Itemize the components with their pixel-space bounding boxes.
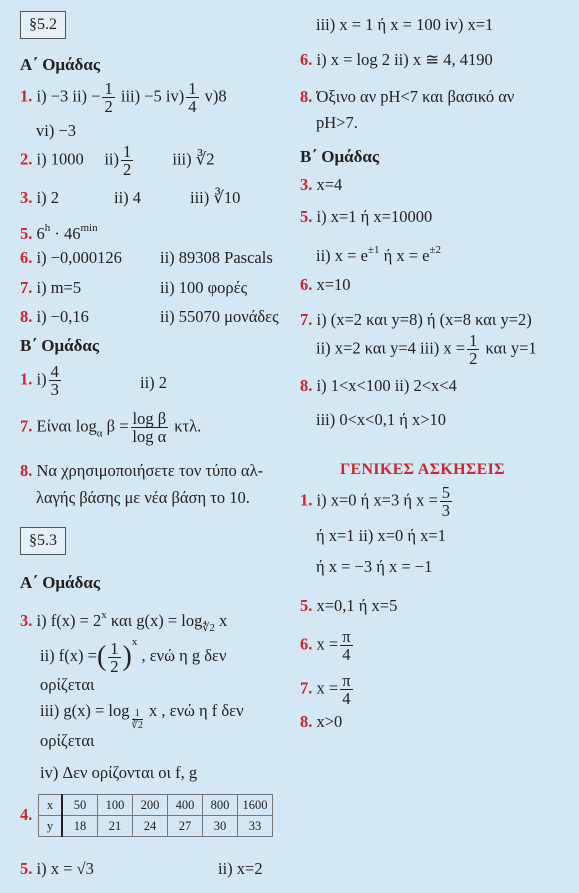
answer-text: i) −3 ii) − (36, 86, 101, 106)
exercise-number: 6. (20, 248, 33, 267)
answer-text: i) 1000 (36, 149, 84, 169)
answer-text: 6 (36, 224, 45, 243)
superscript: ±2 (429, 244, 442, 256)
exercise-8-line (20, 307, 279, 327)
r-exercise-8-line (300, 87, 514, 107)
table-cell: 24 (133, 816, 168, 837)
answer-text: x , ενώ η f δεν (144, 701, 244, 720)
exercise-1-line (20, 80, 227, 120)
c-exercise-3-ii-line-2: ορίζεται (40, 675, 95, 694)
table-cell: 100 (98, 795, 133, 816)
denominator: 2 (469, 349, 478, 368)
paren-open: ( (96, 641, 107, 673)
answer-text: i) x = log 2 ii) x ≅ 4, 4190 (316, 50, 493, 69)
answer-text: i) m=5 (36, 278, 82, 297)
denominator: 4 (188, 97, 197, 116)
rb-exercise-5-line-2 (316, 240, 441, 266)
answer-text: i) −0,000126 (36, 248, 122, 267)
numerator: 4 (50, 362, 59, 381)
numerator: 1 (123, 142, 132, 161)
fraction (340, 628, 352, 663)
answer-text: x (214, 611, 228, 630)
denominator: 4 (342, 689, 351, 708)
answer-text: v)8 (204, 86, 227, 106)
answer-text: και g(x) = log (106, 611, 203, 630)
r-exercise-6-line (300, 50, 493, 70)
rb-exercise-8-line-2: iii) 0<x<0,1 ή x>10 (316, 410, 447, 429)
c-exercise-3-iii-line-2: ορίζεται (40, 731, 95, 750)
answer-text: i) x=0 ή x=3 ή x = (316, 490, 438, 510)
c-exercise-3-ii-line (40, 632, 227, 676)
fraction (102, 80, 114, 115)
exercise-number: 1. (20, 86, 33, 106)
table-row (39, 795, 273, 816)
exercise-number: 5. (20, 224, 33, 243)
table-cell: 33 (238, 816, 273, 837)
superscript: x (101, 609, 107, 621)
exercise-number: 7. (300, 678, 313, 698)
table-header-y: y (39, 816, 63, 837)
answer-text: iii) ∛10 (190, 188, 241, 207)
answer-text: ii) 2 (140, 373, 168, 392)
rb-exercise-6-line (300, 275, 351, 295)
exercise-number: 8. (300, 712, 313, 731)
table-header-x: x (39, 795, 63, 816)
c-exercise-4-number (20, 805, 32, 825)
b-exercise-7-line (20, 410, 201, 450)
rb-exercise-3-line (300, 175, 342, 195)
table-cell: 200 (133, 795, 168, 816)
exercise-number: 5. (300, 207, 313, 226)
subscript: ∜2 (202, 622, 215, 634)
exercise-number: 5. (20, 859, 33, 878)
b-exercise-8-line-2: λαγής βάσης με νέα βάση το 10. (36, 488, 250, 507)
table-cell: 400 (168, 795, 203, 816)
table-row (39, 816, 273, 837)
exercise-number: 7. (20, 416, 33, 436)
b-exercise-8-line (20, 461, 263, 481)
answer-text: ή x = e (379, 246, 430, 265)
exercise-2-line (20, 143, 215, 178)
answer-text: x=0,1 ή x=5 (316, 596, 398, 615)
fraction (186, 80, 198, 115)
g-exercise-1-line-2: ή x=1 ii) x=0 ή x=1 (316, 526, 446, 545)
table-cell: 27 (168, 816, 203, 837)
rb-exercise-8-line (300, 376, 457, 396)
section-5-2-box: §5.2 (20, 11, 66, 39)
fraction (340, 672, 352, 707)
exercise-number: 3. (20, 611, 33, 630)
fraction (440, 484, 452, 519)
fraction (108, 640, 120, 675)
rb-exercise-7-line-2 (316, 332, 537, 372)
table-cell: 800 (203, 795, 238, 816)
answer-text: i) (36, 369, 47, 389)
general-exercises-heading: ΓΕΝΙΚΕΣ ΑΣΚΗΣΕΙΣ (340, 461, 505, 478)
superscript: ±1 (367, 244, 380, 256)
answer-text: ii) x=2 και y=4 iii) x = (316, 338, 466, 358)
answer-text: iii) g(x) = log (40, 701, 130, 720)
denominator: 2 (123, 160, 132, 179)
table-cell: 21 (98, 816, 133, 837)
answer-text: κτλ. (174, 416, 202, 436)
denominator: 3 (50, 380, 59, 399)
exercise-number: 6. (300, 50, 313, 69)
c-exercise-3-iv-line: iv) Δεν ορίζονται οι f, g (40, 763, 198, 782)
answer-text: ii) 55070 μονάδες (160, 307, 279, 326)
exercise-number: 8. (20, 307, 33, 326)
values-table (38, 794, 273, 837)
exercise-number: 1. (300, 490, 313, 510)
g-exercise-6-line (300, 628, 355, 668)
exercise-number: 3. (20, 188, 33, 207)
numerator: 1 (132, 708, 143, 720)
answer-text: ii) 4 (114, 188, 142, 207)
section-5-3-box: §5.3 (20, 527, 66, 555)
group-a2-heading: Α΄ Ομάδας (20, 573, 101, 592)
exercise-1-line-2: vi) −3 (36, 121, 77, 140)
exercise-number: 5. (300, 596, 313, 615)
answer-text: Είναι log (36, 416, 97, 436)
group-b-heading: Β΄ Ομάδας (20, 336, 100, 355)
exercise-number: 2. (20, 149, 33, 169)
denominator: 2 (110, 656, 119, 676)
exercise-number: 8. (20, 461, 33, 480)
b-exercise-1-line (20, 362, 168, 403)
exercise-number: 8. (300, 87, 313, 106)
answer-text: i) x = √3 (36, 859, 94, 878)
g-exercise-8-line (300, 712, 342, 732)
g-exercise-1-line-3: ή x = −3 ή x = −1 (316, 557, 433, 576)
exercise-7-line (20, 278, 248, 298)
group-a-heading: Α΄ Ομάδας (20, 55, 101, 74)
rb-exercise-7-line (300, 310, 532, 330)
numerator: 1 (188, 79, 197, 98)
r-exercise-8-line-2: pH>7. (316, 113, 358, 132)
exercise-5-line (20, 218, 98, 244)
answer-text: ii) x = e (316, 246, 368, 265)
fraction (121, 143, 133, 178)
exercise-number: 7. (300, 310, 313, 329)
answer-text: x=10 (316, 275, 351, 294)
answer-text: i) x=1 ή x=10000 (316, 207, 433, 226)
answer-text: Όξινο αν pH<7 και βασικό αν (316, 87, 515, 106)
superscript: x (131, 636, 138, 648)
answer-text: iii) −5 iv) (120, 86, 185, 106)
answer-text: x = (316, 634, 339, 654)
denominator: 4 (342, 645, 351, 664)
answer-text: Να χρησιμοποιήσετε τον τύπο αλ- (36, 461, 264, 480)
table-cell: 1600 (238, 795, 273, 816)
answer-text: i) (x=2 και y=8) ή (x=8 και y=2) (316, 310, 532, 329)
table-cell: 18 (62, 816, 98, 837)
answer-text: ii) x=2 (218, 859, 263, 878)
numerator: log β (132, 409, 167, 428)
fraction (131, 410, 169, 445)
exercise-number: 3. (300, 175, 313, 194)
denominator: log α (132, 427, 167, 446)
rb-exercise-5-line (300, 207, 432, 227)
c-exercise-5-line (20, 859, 263, 879)
exercise-number: 6. (300, 275, 313, 294)
exercise-number: 4. (20, 805, 33, 824)
numerator: π (342, 627, 351, 646)
answer-text: ii) 100 φορές (160, 278, 248, 297)
exercise-6-line (20, 248, 273, 268)
numerator: 1 (110, 638, 119, 658)
answer-text: ii) (104, 149, 120, 169)
answer-text: i) 2 (36, 188, 59, 207)
denominator: 3 (441, 501, 451, 520)
answer-text: ii) 89308 Pascals (160, 248, 273, 267)
answer-text: i) −0,16 (36, 307, 89, 326)
fraction (132, 708, 143, 731)
g-exercise-5-line (300, 596, 397, 616)
answer-text: x>0 (316, 712, 343, 731)
numerator: 5 (441, 483, 451, 502)
answer-text: ii) f(x) = (40, 646, 97, 665)
answer-text: i) 1<x<100 ii) 2<x<4 (316, 376, 457, 395)
answer-text: i) f(x) = 2 (36, 611, 102, 630)
exercise-number: 7. (20, 278, 33, 297)
fraction (467, 332, 479, 367)
numerator: π (342, 671, 351, 690)
r-group-b-heading: Β΄ Ομάδας (300, 147, 380, 166)
exercise-number: 1. (20, 369, 33, 389)
answer-text: β = (102, 416, 129, 436)
superscript: min (80, 222, 98, 234)
answer-text: x=4 (316, 175, 343, 194)
exercise-3-line (20, 188, 241, 208)
denominator: 2 (104, 97, 113, 116)
answer-text: · 46 (50, 224, 81, 243)
table-cell: 30 (203, 816, 238, 837)
superscript: h (44, 222, 51, 234)
exercise-number: 6. (300, 634, 313, 654)
answer-text: και y=1 (481, 338, 537, 358)
subscript: α (96, 427, 103, 440)
answer-text: , ενώ η g δεν (141, 646, 227, 665)
numerator: 1 (469, 331, 478, 350)
table-cell: 50 (62, 795, 98, 816)
g-exercise-1-line (300, 484, 454, 524)
g-exercise-7-line (300, 672, 355, 712)
right-continued-line: iii) x = 1 ή x = 100 iv) x=1 (316, 15, 494, 34)
answer-text: x = (316, 678, 339, 698)
answer-text: iii) ∛2 (172, 149, 215, 169)
denominator: ∛2 (131, 720, 143, 731)
fraction (49, 363, 61, 398)
numerator: 1 (104, 79, 113, 98)
exercise-number: 8. (300, 376, 313, 395)
paren-close: ) (122, 641, 132, 673)
